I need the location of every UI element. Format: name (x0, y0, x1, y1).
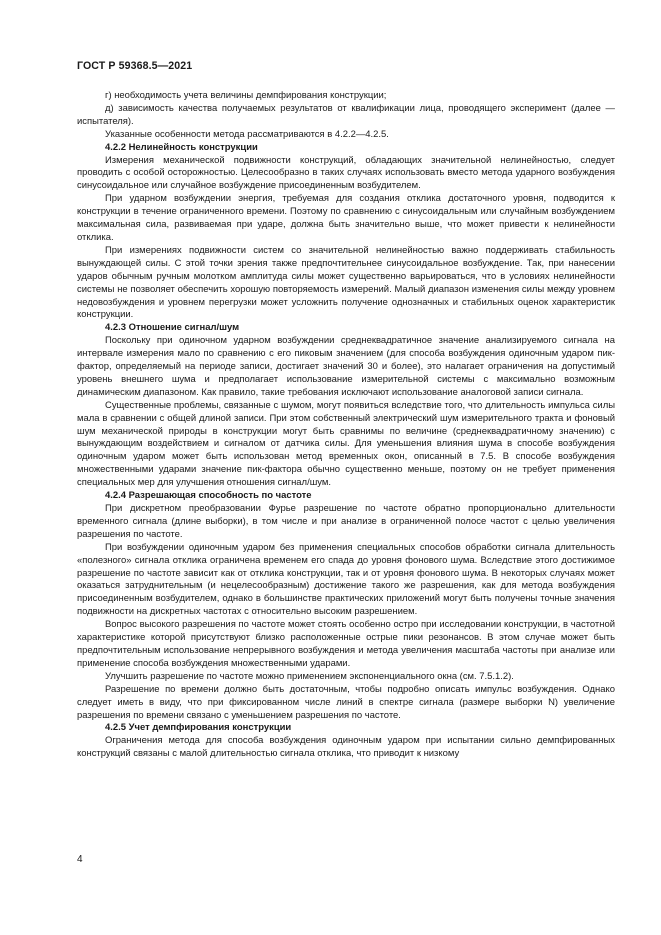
paragraph: При возбуждении одиночным ударом без применения специальных способов обработки сигнала длительность «полезного» сигнала отклика ограничена временем его спада до уровня фонового шума. Вследствие этого достижимое разрешение по частоте зависит как от отклика конструкции, так и от уровня фонового шума. В некоторых случаях может оказаться затруднительным (и нецелесообразным) достижение такого же разрешения, как для метода возбуждения присоединенным возбудителем, однако в большинстве практических приложений могут быть получены точные значения подвижности на дискретных частотах с относительно высоким разрешением. (77, 541, 615, 618)
section-heading: 4.2.3 Отношение сигнал/шум (105, 322, 240, 334)
document-header: ГОСТ Р 59368.5—2021 (77, 60, 193, 72)
section-heading: 4.2.5 Учет демпфирования конструкции (105, 722, 292, 734)
section-heading: 4.2.4 Разрешающая способность по частоте (105, 490, 312, 502)
paragraph: Ограничения метода для способа возбуждения одиночным ударом при испытании сильно демпфированных конструкций связаны с малой длительностью сигнала отклика, что приводит к низкому (77, 735, 615, 760)
paragraph: Поскольку при одиночном ударном возбуждении среднеквадратичное значение анализируемого сигнала на интервале измерения мало по сравнению с его пиковым значением (для способа возбуждения одиночным ударом пик-фактор, определяемый на периоде записи, достигает значений 30 и более), это налагает ограничения на допустимый уровень внешнего шума и предполагает использование измерительной системы с максимально возможным динамическим диапазоном. Как правило, такие требования исключают использование аналоговой записи сигнала. (77, 335, 615, 398)
page-number: 4 (77, 854, 83, 865)
paragraph: Улучшить разрешение по частоте можно применением экспоненциального окна (см. 7.5.1.2). (105, 670, 514, 682)
paragraph: д) зависимость качества получаемых результатов от квалификации лица, проводящего эксперимент (далее — испытателя). (77, 102, 615, 127)
paragraph: Существенные проблемы, связанные с шумом, могут появиться вследствие того, что длительность импульса силы мала в сравнении с общей длиной записи. При этом собственный электрический шум измерительного тракта и фоновый шум механической природы в конструкции могут быть сравнимы по величине (среднеквадратичному значению) с вынуждающим воздействием и сигналом от датчика силы. Для уменьшения влияния шума в способе возбуждения одиночным ударом может быть использован метод временных окон, описанный в 7.5. В способе возбуждения множественными ударами значение пик-фактора обычно существенно меньше, поэтому он не требует применения специальных мер для улучшения отношения сигнал/шум. (77, 399, 615, 489)
paragraph: Вопрос высокого разрешения по частоте может стоять особенно остро при исследовании конструкции, в частотной характеристике которой присутствуют близко расположенные острые пики резонансов. В этом случае может быть предпочтительным использование непрерывного возбуждения и метода увеличения масштаба частоты при анализе или применение способа возбуждения множественными ударами. (77, 619, 615, 669)
paragraph: Указанные особенности метода рассматриваются в 4.2.2—4.2.5. (105, 128, 389, 140)
section-heading: 4.2.2 Нелинейность конструкции (105, 141, 258, 153)
paragraph: При измерениях подвижности систем со значительной нелинейностью важно поддерживать стабильность вынуждающей силы. С этой точки зрения также предпочтительнее синусоидальное возбуждение. Так, при нанесении ударов обычным ручным молотком амплитуда силы может существенно варьироваться, что в условиях нелинейности системы не позволяет обеспечить хорошую повторяемость измерений. Малый диапазон изменения силы между уровнем недовозбуждения и уровнем перегрузки может усложнить получение однозначных и стабильных оценок характеристик конструкции. (77, 244, 615, 321)
paragraph: Разрешение по времени должно быть достаточным, чтобы подробно описать импульс возбуждения. Однако следует иметь в виду, что при фиксированном числе линий в спектре сигнала (размере выборки N) увеличение разрешения по времени связано с уменьшением разрешения по частоте. (77, 683, 615, 721)
paragraph: При ударном возбуждении энергия, требуемая для создания отклика достаточного уровня, подводится к конструкции в течение ограниченного времени. Поэтому по сравнению с синусоидальным или случайным возбуждением максимальная сила, развиваемая при ударе, должна быть значительно выше, что может привести к нелинейности отклика. (77, 193, 615, 243)
paragraph: г) необходимость учета величины демпфирования конструкции; (105, 90, 387, 101)
document-body (77, 90, 615, 761)
paragraph: Измерения механической подвижности конструкций, обладающих значительной нелинейностью, следует проводить с особой осторожностью. Целесообразно в таких случаях использовать вместо метода ударного возбуждения синусоидальное или случайное возбуждение присоединенным возбудителем. (77, 154, 615, 192)
paragraph: При дискретном преобразовании Фурье разрешение по частоте обратно пропорционально длительности временного сигнала (длине выборки), в том числе и при анализе в ограниченной полосе частот с целью увеличения разрешения по частоте. (77, 503, 615, 540)
